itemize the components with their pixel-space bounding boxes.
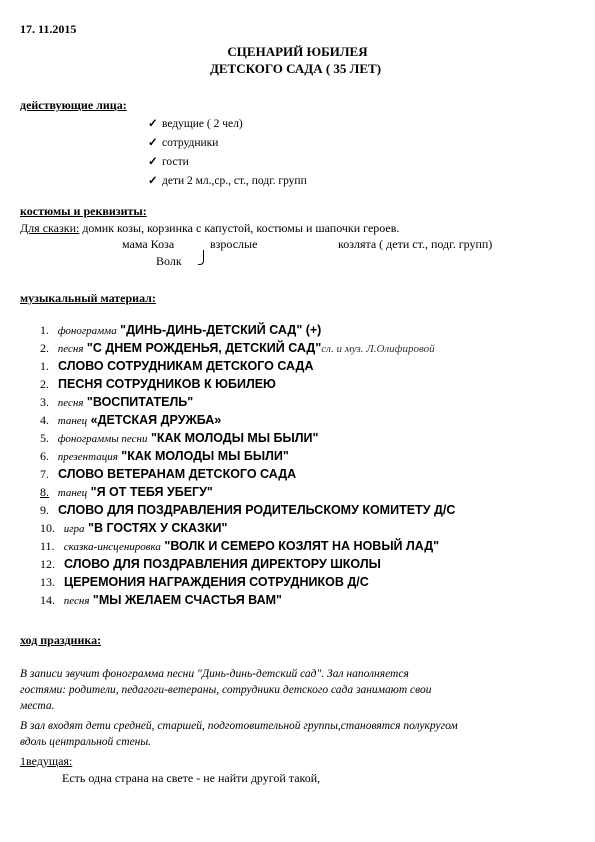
music-item [40, 341, 435, 356]
music-item [40, 413, 221, 428]
cast-item [148, 116, 243, 130]
music-item-title: СЛОВО ДЛЯ ПОЗДРАВЛЕНИЯ ДИРЕКТОРУ ШКОЛЫ [64, 557, 381, 571]
cast-heading: действующие лица: [20, 98, 127, 112]
props-heading: костюмы и реквизиты: [20, 204, 147, 218]
course-p2-line2: вдоль центральной стены. [20, 736, 152, 748]
music-item-title: СЛОВО ДЛЯ ПОЗДРАВЛЕНИЯ РОДИТЕЛЬСКОМУ КОМИТЕТУ Д/С [58, 503, 456, 517]
cast-item [148, 173, 307, 187]
music-item-number: 4. [40, 413, 49, 427]
music-item-title: "С ДНЕМ РОЖДЕНЬЯ, ДЕТСКИЙ САД" [83, 341, 322, 355]
music-item-type: песня [55, 397, 84, 409]
course-p2-line1: В зал входят дети средней, старшей, подготовительной группы,становятся полукругом [20, 720, 458, 732]
music-item-type: фонограммы песни [55, 433, 148, 445]
music-item-title: «ДЕТСКАЯ ДРУЖБА» [87, 413, 222, 427]
music-item-number: 8. [40, 485, 49, 499]
role-adults: взрослые [210, 237, 258, 251]
music-item-credit: сл. и муз. Л.Олифировой [321, 343, 435, 355]
music-item-number: 9. [40, 503, 49, 517]
cast-item-label: сотрудники [162, 137, 219, 149]
music-item-title: "ДИНЬ-ДИНЬ-ДЕТСКИЙ САД" (+) [116, 323, 322, 337]
music-item-type: песня [61, 595, 90, 607]
checkmark-icon: ✓ [148, 118, 158, 130]
title-line-2: ДЕТСКОГО САДА ( 35 ЛЕТ) [209, 61, 382, 76]
props-tale-line [20, 221, 399, 236]
verse-line: Есть одна страна на свете - не найти другой такой, [62, 771, 321, 785]
music-item [40, 449, 289, 464]
music-item-type: игра [61, 523, 85, 535]
music-item [40, 521, 227, 536]
role-wolf: Волк [156, 254, 182, 268]
checkmark-icon: ✓ [148, 137, 158, 149]
music-item-number: 3. [40, 395, 49, 409]
music-item-title: "КАК МОЛОДЫ МЫ БЫЛИ" [117, 449, 289, 463]
music-item-number: 12. [40, 557, 55, 571]
music-item-type: песня [55, 343, 84, 355]
music-item-type: фонограмма [55, 325, 117, 337]
cast-item [148, 135, 218, 149]
music-item-number: 13. [40, 575, 55, 589]
course-heading: ход праздника: [20, 633, 102, 647]
music-item-number: 10. [40, 521, 55, 535]
music-item [40, 575, 369, 590]
checkmark-icon: ✓ [148, 175, 158, 187]
music-item [40, 539, 439, 554]
music-item-title: "КАК МОЛОДЫ МЫ БЫЛИ" [147, 431, 319, 445]
cast-item-label: дети 2 мл.,ср., ст., подг. групп [162, 175, 307, 187]
music-item-number: 11. [40, 539, 55, 553]
speaker-label: 1ведущая: [20, 754, 73, 768]
cast-item-label: гости [162, 156, 189, 168]
music-item-number: 7. [40, 467, 49, 481]
music-item [40, 557, 381, 572]
music-item-type: сказка-инсценировка [61, 541, 161, 553]
cast-item [148, 154, 189, 168]
music-item-title: "Я ОТ ТЕБЯ УБЕГУ" [87, 485, 213, 499]
cast-item-label: ведущие ( 2 чел) [162, 118, 243, 130]
music-item-number: 2. [40, 341, 49, 355]
music-item [40, 431, 318, 446]
music-item [40, 323, 321, 338]
music-item [40, 395, 193, 410]
music-item-title: "В ГОСТЯХ У СКАЗКИ" [84, 521, 228, 535]
music-item-number: 14. [40, 593, 55, 607]
music-item-type: презентация [55, 451, 118, 463]
music-item-title: СЛОВО ВЕТЕРАНАМ ДЕТСКОГО САДА [58, 467, 297, 481]
brace-mark [198, 250, 204, 265]
course-p1-line2: гостями: родители, педагоги-ветераны, сотрудники детского сада занимают свои [20, 684, 432, 696]
music-item-title: ПЕСНЯ СОТРУДНИКОВ К ЮБИЛЕЮ [58, 377, 276, 391]
music-item-title: "ВОСПИТАТЕЛЬ" [83, 395, 194, 409]
course-p1-line3: места. [20, 700, 55, 712]
music-item-number: 5. [40, 431, 49, 445]
music-item-type: танец [55, 415, 88, 427]
role-mama: мама Коза [122, 237, 175, 251]
music-item [40, 377, 276, 392]
music-item [40, 593, 282, 608]
tale-label: Для сказки: [20, 221, 80, 235]
music-item-type: танец [55, 487, 88, 499]
music-heading: музыкальный материал: [20, 291, 156, 305]
course-p1-line1: В записи звучит фонограмма песни "Динь-динь-детский сад". Зал наполняется [20, 668, 409, 680]
music-item-title: СЛОВО СОТРУДНИКАМ ДЕТСКОГО САДА [58, 359, 314, 373]
music-item-title: "ВОЛК И СЕМЕРО КОЗЛЯТ НА НОВЫЙ ЛАД" [160, 539, 440, 553]
music-item [40, 503, 455, 518]
music-item-number: 1. [40, 323, 49, 337]
music-item-number: 1. [40, 359, 49, 373]
title-line-1: СЦЕНАРИЙ ЮБИЛЕЯ [227, 44, 368, 59]
music-item-number: 6. [40, 449, 49, 463]
music-item-number: 2. [40, 377, 49, 391]
music-item-title: "МЫ ЖЕЛАЕМ СЧАСТЬЯ ВАМ" [89, 593, 282, 607]
date: 17. 11.2015 [20, 22, 77, 36]
music-item [40, 485, 213, 500]
music-item [40, 467, 296, 482]
role-kids: козлята ( дети ст., подг. групп) [338, 237, 493, 251]
music-item [40, 359, 313, 374]
music-item-title: ЦЕРЕМОНИЯ НАГРАЖДЕНИЯ СОТРУДНИКОВ Д/С [64, 575, 369, 589]
tale-text: домик козы, корзинка с капустой, костюмы и шапочки героев. [79, 221, 400, 235]
checkmark-icon: ✓ [148, 156, 158, 168]
